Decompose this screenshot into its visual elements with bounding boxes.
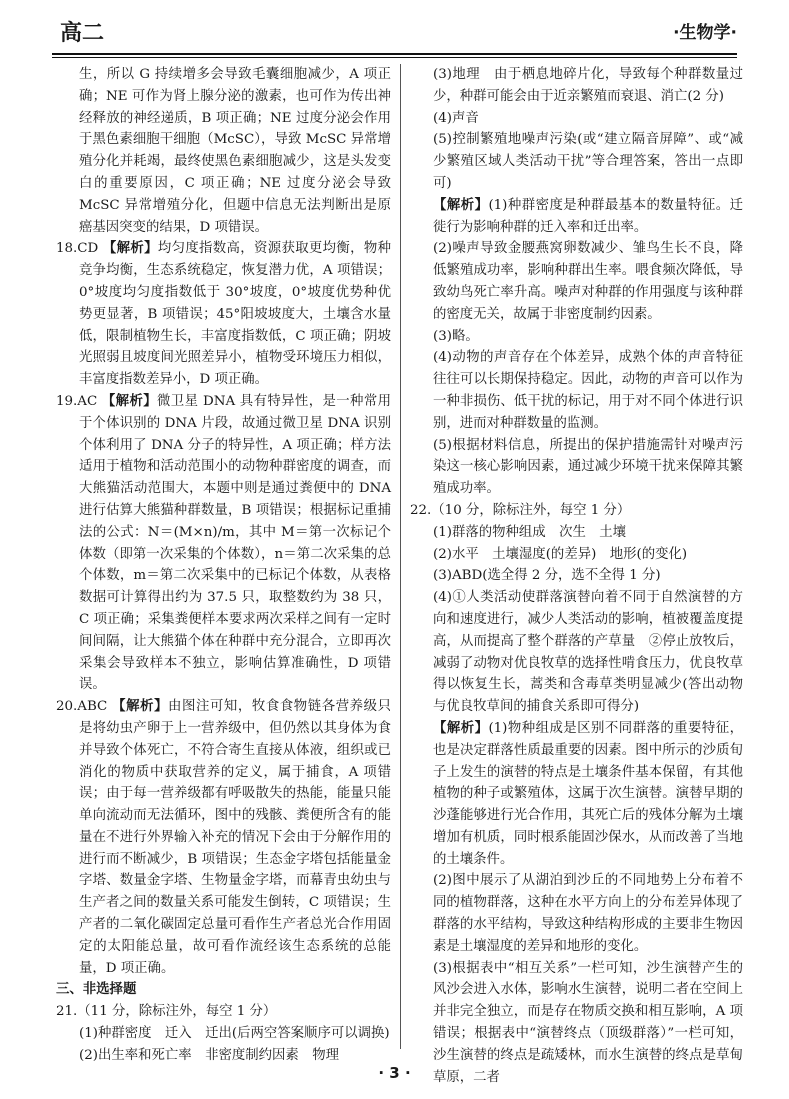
answer-item	[56, 391, 391, 696]
answer-line: (1)种群密度 迁入 迁出(后两空答案顺序可以调换)	[79, 1026, 390, 1042]
left-column	[56, 64, 391, 1067]
analysis-text: 由图注可知，牧食食物链各营养级只是将幼虫产卵于上一营养级中，但仍然以其身体为食并导致个体死亡，不符合寄生直接从体液，组织或已消化的物质中获取营养的定义，属于捕食，A 项错误；由于每一营养级都有呼吸散失的热能，能量只能单向流动而无法循环，图中的残骸、粪便所含有的能量在不进行外界输入补充的情况下会由于分解作用的进行而不断减少，B 项错误；生态金字塔包括能量金字塔、数量金字塔、生物量金字塔，而幕青虫幼虫与生产者之间的数量关系可能发生倒转，C 项错误；生产者的二氧化碳固定总量可看作生产者总光合作用固定的太阳能总量，故可看作流经该生态系统的总能量，D 项正确。	[79, 699, 392, 976]
continued-text: 生，所以 G 持续增多会导致毛囊细胞减少，A 项正确；NE 可作为肾上腺分泌的激素，也可作为传出神经释放的神经递质，B 项正确；NE 过度分泌会作用于黑色素细胞干细胞（McSC），导致 McSC 异常增殖分化并耗竭，最终使黑色素细胞减少，这是头发变白的重要原因，C 项正确；NE 过度分泌会导致 McSC 异常增殖分化，但题中信息无法判断出是原癌基因突变的结果，D 项错误。	[79, 67, 391, 235]
analysis-tag: 【解析】	[433, 719, 489, 736]
answer-line: (5)控制繁殖地噪声污染(或“建立隔音屏障”、或“减少繁殖区域人类活动干扰”等合理答案，答出一点即可)	[433, 132, 743, 191]
analysis-paragraph	[410, 195, 743, 239]
header-rule	[52, 53, 737, 55]
answer-line: (2)噪声导致金腰燕窝卵数减少、雏鸟生长不良，降低繁殖成功率，影响种群出生率。喂食频次降低，导致幼鸟死亡率升高。噪声对种群的作用强度与该种群的密度无关，故属于非密度制约因素。	[433, 241, 743, 322]
answer-line: (4)①人类活动使群落演替向着不同于自然演替的方向和速度进行，减少人类活动的影响，植被覆盖度提高，从而提高了整个群落的产草量 ②停止放牧后，减弱了动物对优良牧草的选择性啃食压力，优良牧草得以恢复生长，蒿类和含毒草类明显减少(答出动物与优良牧草间的捕食关系即可得分)	[433, 590, 743, 715]
section-heading: 三、非选择题	[56, 981, 137, 998]
answer-choice: AC	[77, 393, 98, 409]
page-header	[52, 14, 737, 52]
answer-item	[56, 238, 391, 391]
answer-line: (3)地理 由于栖息地碎片化，导致每个种群数量过少，种群可能会由于近亲繁殖而衰退、消亡(2 分)	[433, 67, 743, 104]
page-number: · 3 ·	[378, 1064, 411, 1082]
analysis-text: (1)物种组成是区别不同群落的重要特征，也是决定群落性质最重要的因素。图中所示的沙质旬子上发生的演替的特点是土壤条件基本保留，有其他植物的种子或繁殖体，这属于次生演替。演替早期的沙蓬能够进行光合作用，其死亡后的残体分解为土壤增加有机质，同时根系能固沙保水，从而改善了当地的土壤条件。	[433, 720, 744, 867]
subject-label: ·生物学·	[673, 23, 737, 43]
answer-line: (4)动物的声音存在个体差异，成熟个体的声音特征往往可以长期保持稳定。因此，动物的声音可以作为一种非损伤、低干扰的标记，用于对不同个体进行识别，进而对种群数量的监测。	[433, 350, 743, 431]
header-rule-thin	[52, 57, 737, 58]
grade-label: 高二	[60, 21, 105, 46]
answer-choice: CD	[77, 241, 99, 257]
answer-choice: ABC	[77, 699, 108, 715]
analysis-tag: 【解析】	[112, 698, 169, 715]
answer-line: (3)ABD(选全得 2 分，选不全得 1 分)	[433, 568, 661, 584]
answer-item	[56, 696, 391, 979]
question-number: 20.	[56, 699, 78, 715]
question-number: 19.	[56, 393, 78, 409]
analysis-tag: 【解析】	[101, 392, 158, 409]
answer-line: (3)根据表中“相互关系”一栏可知，沙生演替产生的风沙会进入水体，影响水生演替，说明二者在空间上并非完全独立，而是存在物质交换和相互影响，A 项错误；根据表中“演替终点（顶级群落）”一栏可知，沙生演替的终点是疏矮林，而水生演替的终点是草甸草原，二者	[433, 960, 743, 1085]
question-number: 18.	[56, 241, 78, 257]
question-heading: 22.（10 分，除标注外，每空 1 分）	[410, 502, 631, 518]
analysis-paragraph	[410, 718, 743, 871]
question-heading: 21.（11 分，除标注外，每空 1 分）	[56, 1004, 277, 1020]
answer-line: (2)出生率和死亡率 非密度制约因素 物理	[79, 1047, 339, 1063]
analysis-tag: 【解析】	[433, 196, 489, 213]
analysis-text: (1)种群密度是种群最基本的数量特征。迁徙行为影响种群的迁入率和迁出率。	[433, 197, 744, 235]
column-divider	[400, 64, 401, 1049]
answer-line: (2)水平 土壤湿度(的差异) 地形(的变化)	[433, 546, 688, 562]
analysis-tag: 【解析】	[102, 240, 158, 257]
answer-line: (2)图中展示了从湖泊到沙丘的不同地势上分布着不同的植物群落，这种在水平方向上的分布差异体现了群落的水平结构，导致这种结构形成的主要非生物因素是土壤湿度的差异和地形的变化。	[433, 873, 743, 954]
analysis-text: 均匀度指数高，资源获取更均衡，物种竞争均衡，生态系统稳定，恢复潜力优，A 项错误；0°坡度均匀度指数低于 30°坡度，0°坡度优势种优势更显著，B 项错误；45°阳坡坡度大，土壤含水量低，限制植物生长，丰富度指数低，C 项正确；阴坡光照弱且坡度间光照差异小，植物受环境压力相似，丰富度指数差异小，D 项正确。	[79, 241, 392, 388]
analysis-text: 微卫星 DNA 具有特异性，是一种常用于个体识别的 DNA 片段，故通过微卫星 DNA 识别个体利用了 DNA 分子的特异性，A 项正确；样方法适用于植物和活动范围小的动物种群密度的调查，而大熊猫活动范围大，本题中则是通过粪便中的 DNA 进行估算大熊猫种群数量，B 项错误；根据标记重捕法的公式：N＝(M×n)/m，其中 M＝第一次标记个体数（即第一次采集的个体数），n＝第二次采集的总个体数，m＝第二次采集中的已标记个体数，从表格数据可计算得出约为 37.5 只，取整数约为 38 只，C 项正确；采集粪便样本要求两次采样之间有一定时间间隔，让大熊猫个体在种群中充分混合，立即再次采集会导致样本不独立，影响估算准确性，D 项错误。	[79, 393, 392, 693]
right-column	[410, 64, 743, 1088]
answer-line: (5)根据材料信息，所提出的保护措施需针对噪声污染这一核心影响因素，通过减少环境干扰来保障其繁殖成功率。	[433, 437, 743, 497]
answer-line: (4)声音	[433, 110, 479, 126]
answer-line: (3)略。	[433, 328, 479, 344]
answer-line: (1)群落的物种组成 次生 土壤	[433, 524, 627, 540]
